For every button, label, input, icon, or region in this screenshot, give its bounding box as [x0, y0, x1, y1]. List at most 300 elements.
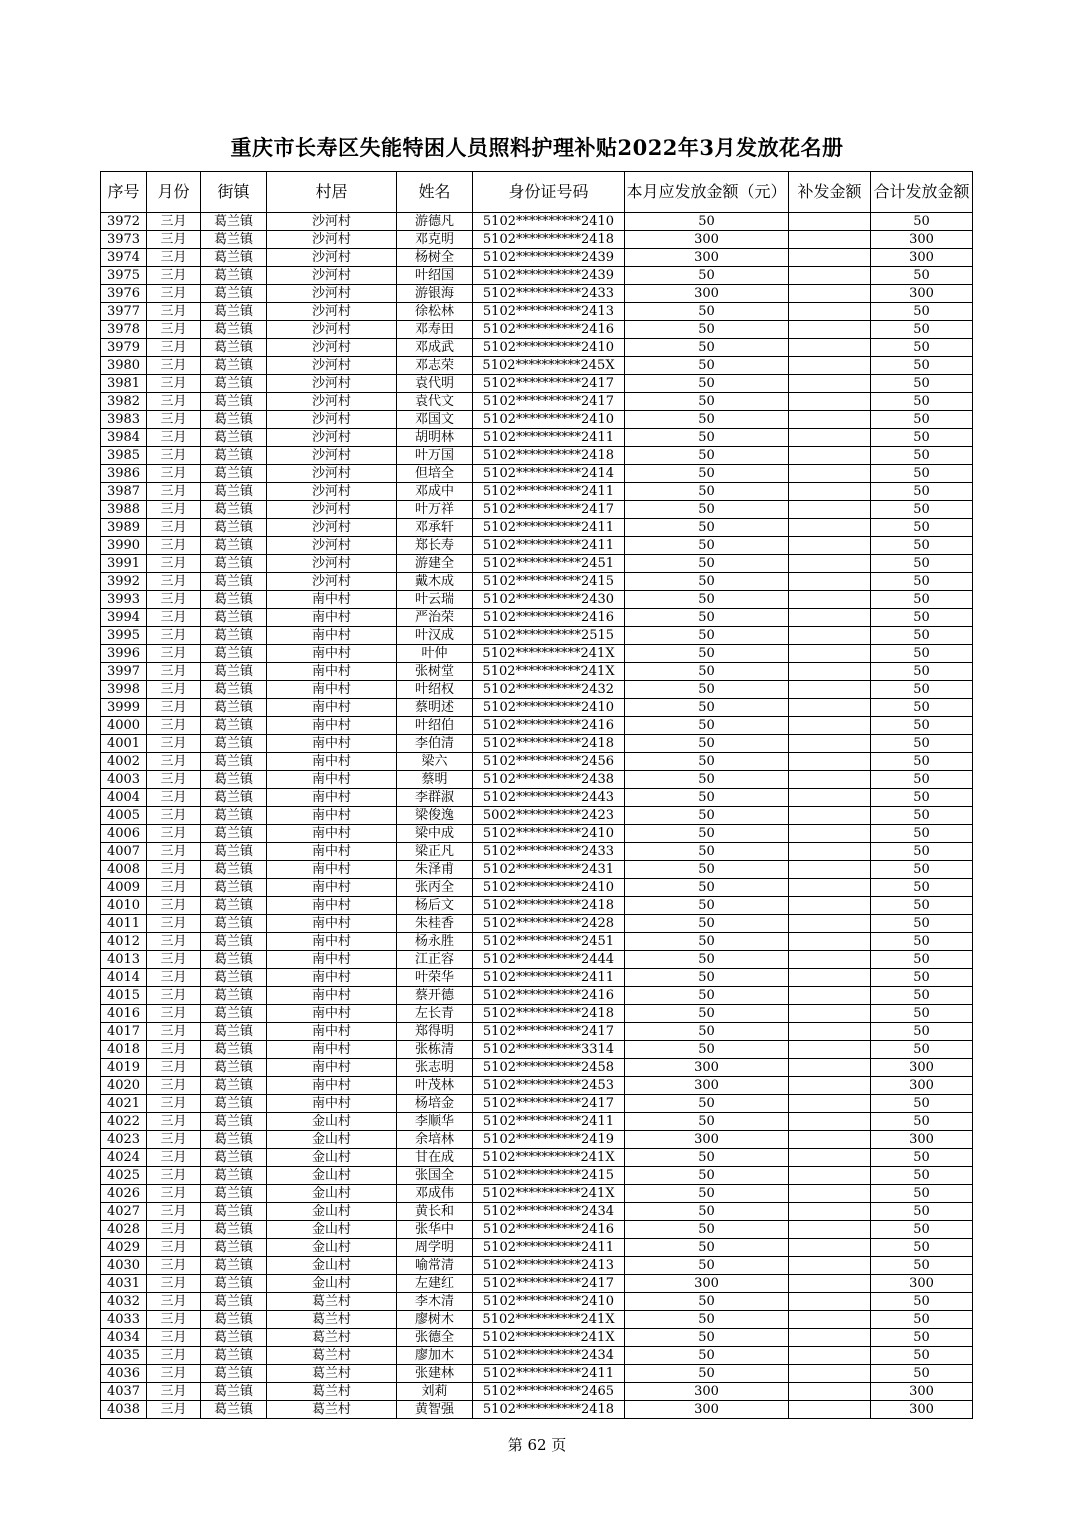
cell-index: 4021: [101, 1095, 147, 1113]
cell-index: 4010: [101, 897, 147, 915]
cell-village: 沙河村: [267, 267, 397, 285]
header-index: 序号: [101, 172, 147, 213]
cell-id-number: 5102**********2411: [473, 519, 625, 537]
cell-name: 张树堂: [397, 663, 473, 681]
cell-monthly-amount: 50: [625, 1293, 789, 1311]
cell-town: 葛兰镇: [201, 951, 267, 969]
cell-monthly-amount: 50: [625, 987, 789, 1005]
cell-name: 袁代文: [397, 393, 473, 411]
cell-monthly-amount: 50: [625, 501, 789, 519]
table-row: [101, 555, 973, 573]
cell-village: 葛兰村: [267, 1329, 397, 1347]
cell-monthly-amount: 50: [625, 1365, 789, 1383]
cell-village: 沙河村: [267, 285, 397, 303]
cell-total-amount: 50: [871, 321, 973, 339]
cell-total-amount: 50: [871, 339, 973, 357]
cell-town: 葛兰镇: [201, 861, 267, 879]
cell-village: 葛兰村: [267, 1347, 397, 1365]
cell-village: 金山村: [267, 1221, 397, 1239]
cell-supplement-amount: [789, 1329, 871, 1347]
cell-index: 4015: [101, 987, 147, 1005]
cell-id-number: 5102**********2411: [473, 1239, 625, 1257]
cell-village: 南中村: [267, 879, 397, 897]
cell-index: 4037: [101, 1383, 147, 1401]
cell-name: 游建全: [397, 555, 473, 573]
cell-name: 严治荣: [397, 609, 473, 627]
cell-village: 南中村: [267, 1077, 397, 1095]
cell-month: 三月: [147, 627, 201, 645]
cell-village: 金山村: [267, 1167, 397, 1185]
cell-id-number: 5102**********2451: [473, 555, 625, 573]
cell-town: 葛兰镇: [201, 1401, 267, 1419]
cell-total-amount: 300: [871, 231, 973, 249]
cell-supplement-amount: [789, 717, 871, 735]
cell-town: 葛兰镇: [201, 645, 267, 663]
cell-total-amount: 300: [871, 249, 973, 267]
cell-village: 葛兰村: [267, 1383, 397, 1401]
cell-month: 三月: [147, 1185, 201, 1203]
cell-town: 葛兰镇: [201, 465, 267, 483]
cell-index: 4019: [101, 1059, 147, 1077]
cell-total-amount: 50: [871, 375, 973, 393]
cell-month: 三月: [147, 537, 201, 555]
cell-town: 葛兰镇: [201, 267, 267, 285]
cell-monthly-amount: 50: [625, 609, 789, 627]
cell-village: 沙河村: [267, 483, 397, 501]
cell-total-amount: 50: [871, 861, 973, 879]
cell-monthly-amount: 50: [625, 1347, 789, 1365]
cell-town: 葛兰镇: [201, 825, 267, 843]
cell-name: 李顺华: [397, 1113, 473, 1131]
cell-index: 3997: [101, 663, 147, 681]
cell-month: 三月: [147, 1257, 201, 1275]
cell-town: 葛兰镇: [201, 357, 267, 375]
cell-monthly-amount: 50: [625, 1203, 789, 1221]
cell-id-number: 5102**********2433: [473, 285, 625, 303]
cell-month: 三月: [147, 555, 201, 573]
table-row: [101, 933, 973, 951]
cell-village: 沙河村: [267, 357, 397, 375]
cell-monthly-amount: 50: [625, 1113, 789, 1131]
cell-supplement-amount: [789, 555, 871, 573]
cell-village: 沙河村: [267, 447, 397, 465]
cell-town: 葛兰镇: [201, 1095, 267, 1113]
cell-index: 4014: [101, 969, 147, 987]
cell-supplement-amount: [789, 1293, 871, 1311]
cell-town: 葛兰镇: [201, 303, 267, 321]
page-number: 第 62 页: [507, 1436, 567, 1454]
cell-id-number: 5102**********2419: [473, 1131, 625, 1149]
cell-name: 叶汉成: [397, 627, 473, 645]
cell-month: 三月: [147, 987, 201, 1005]
table-row: [101, 591, 973, 609]
table-row: [101, 843, 973, 861]
cell-index: 4017: [101, 1023, 147, 1041]
cell-town: 葛兰镇: [201, 1203, 267, 1221]
cell-town: 葛兰镇: [201, 1275, 267, 1293]
table-row: [101, 429, 973, 447]
cell-index: 4003: [101, 771, 147, 789]
cell-total-amount: 50: [871, 447, 973, 465]
cell-id-number: 5102**********2417: [473, 501, 625, 519]
header-town: 街镇: [201, 172, 267, 213]
cell-index: 3973: [101, 231, 147, 249]
table-row: [101, 1293, 973, 1311]
cell-village: 南中村: [267, 1059, 397, 1077]
cell-village: 葛兰村: [267, 1365, 397, 1383]
cell-index: 4020: [101, 1077, 147, 1095]
cell-village: 南中村: [267, 735, 397, 753]
table-row: [101, 285, 973, 303]
table-row: [101, 753, 973, 771]
cell-town: 葛兰镇: [201, 375, 267, 393]
cell-month: 三月: [147, 915, 201, 933]
cell-town: 葛兰镇: [201, 1239, 267, 1257]
table-row: [101, 717, 973, 735]
cell-town: 葛兰镇: [201, 969, 267, 987]
cell-month: 三月: [147, 1149, 201, 1167]
cell-name: 刘莉: [397, 1383, 473, 1401]
cell-name: 廖加木: [397, 1347, 473, 1365]
cell-town: 葛兰镇: [201, 879, 267, 897]
cell-total-amount: 50: [871, 753, 973, 771]
cell-name: 黄长和: [397, 1203, 473, 1221]
cell-supplement-amount: [789, 393, 871, 411]
cell-monthly-amount: 50: [625, 933, 789, 951]
table-row: [101, 735, 973, 753]
table-row: [101, 645, 973, 663]
cell-month: 三月: [147, 249, 201, 267]
cell-town: 葛兰镇: [201, 429, 267, 447]
cell-total-amount: 50: [871, 591, 973, 609]
cell-monthly-amount: 50: [625, 483, 789, 501]
cell-supplement-amount: [789, 411, 871, 429]
table-row: [101, 1131, 973, 1149]
cell-monthly-amount: 50: [625, 465, 789, 483]
cell-monthly-amount: 300: [625, 285, 789, 303]
table-row: [101, 1365, 973, 1383]
cell-town: 葛兰镇: [201, 1005, 267, 1023]
cell-name: 戴木成: [397, 573, 473, 591]
cell-village: 沙河村: [267, 573, 397, 591]
cell-month: 三月: [147, 375, 201, 393]
cell-monthly-amount: 300: [625, 1059, 789, 1077]
cell-supplement-amount: [789, 987, 871, 1005]
cell-village: 金山村: [267, 1257, 397, 1275]
cell-monthly-amount: 300: [625, 1383, 789, 1401]
cell-total-amount: 50: [871, 609, 973, 627]
cell-month: 三月: [147, 951, 201, 969]
table-row: [101, 483, 973, 501]
cell-total-amount: 50: [871, 1257, 973, 1275]
cell-name: 廖树木: [397, 1311, 473, 1329]
cell-total-amount: 50: [871, 1149, 973, 1167]
cell-index: 4024: [101, 1149, 147, 1167]
table-row: [101, 1005, 973, 1023]
cell-month: 三月: [147, 897, 201, 915]
table-body: [101, 213, 973, 1419]
cell-village: 沙河村: [267, 429, 397, 447]
cell-supplement-amount: [789, 969, 871, 987]
cell-village: 金山村: [267, 1239, 397, 1257]
header-name: 姓名: [397, 172, 473, 213]
cell-total-amount: 50: [871, 699, 973, 717]
cell-name: 朱桂香: [397, 915, 473, 933]
cell-index: 4007: [101, 843, 147, 861]
cell-total-amount: 50: [871, 465, 973, 483]
table-row: [101, 1095, 973, 1113]
cell-name: 叶绍国: [397, 267, 473, 285]
table-row: [101, 663, 973, 681]
cell-id-number: 5102**********2418: [473, 897, 625, 915]
cell-total-amount: 50: [871, 501, 973, 519]
cell-name: 郑得明: [397, 1023, 473, 1041]
cell-monthly-amount: 50: [625, 1023, 789, 1041]
cell-total-amount: 50: [871, 357, 973, 375]
cell-total-amount: 50: [871, 1185, 973, 1203]
header-id-number: 身份证号码: [473, 172, 625, 213]
cell-total-amount: 300: [871, 1275, 973, 1293]
cell-supplement-amount: [789, 1131, 871, 1149]
cell-month: 三月: [147, 645, 201, 663]
cell-monthly-amount: 50: [625, 627, 789, 645]
table-row: [101, 897, 973, 915]
table-row: [101, 519, 973, 537]
cell-monthly-amount: 50: [625, 1041, 789, 1059]
cell-monthly-amount: 300: [625, 1401, 789, 1419]
cell-monthly-amount: 50: [625, 573, 789, 591]
cell-month: 三月: [147, 1041, 201, 1059]
cell-index: 3995: [101, 627, 147, 645]
cell-monthly-amount: 50: [625, 789, 789, 807]
table-row: [101, 1113, 973, 1131]
cell-village: 金山村: [267, 1203, 397, 1221]
cell-index: 4000: [101, 717, 147, 735]
cell-monthly-amount: 50: [625, 375, 789, 393]
cell-index: 4023: [101, 1131, 147, 1149]
cell-town: 葛兰镇: [201, 717, 267, 735]
cell-total-amount: 50: [871, 411, 973, 429]
cell-monthly-amount: 50: [625, 303, 789, 321]
cell-month: 三月: [147, 1293, 201, 1311]
cell-month: 三月: [147, 789, 201, 807]
cell-index: 4013: [101, 951, 147, 969]
cell-town: 葛兰镇: [201, 627, 267, 645]
cell-id-number: 5102**********2416: [473, 717, 625, 735]
cell-month: 三月: [147, 429, 201, 447]
cell-name: 游德凡: [397, 213, 473, 231]
cell-month: 三月: [147, 609, 201, 627]
cell-village: 南中村: [267, 1041, 397, 1059]
header-total-amount: 合计发放金额: [871, 172, 973, 213]
cell-index: 3999: [101, 699, 147, 717]
cell-village: 南中村: [267, 591, 397, 609]
cell-total-amount: 50: [871, 1329, 973, 1347]
cell-month: 三月: [147, 1113, 201, 1131]
cell-supplement-amount: [789, 1347, 871, 1365]
cell-name: 梁正凡: [397, 843, 473, 861]
cell-village: 南中村: [267, 933, 397, 951]
table-row: [101, 951, 973, 969]
cell-village: 沙河村: [267, 339, 397, 357]
table-row: [101, 699, 973, 717]
cell-index: 4027: [101, 1203, 147, 1221]
cell-monthly-amount: 50: [625, 1329, 789, 1347]
cell-town: 葛兰镇: [201, 321, 267, 339]
cell-index: 3981: [101, 375, 147, 393]
cell-supplement-amount: [789, 1113, 871, 1131]
cell-id-number: 5102**********2410: [473, 213, 625, 231]
cell-month: 三月: [147, 339, 201, 357]
cell-name: 李木清: [397, 1293, 473, 1311]
table-row: [101, 573, 973, 591]
cell-monthly-amount: 50: [625, 1257, 789, 1275]
cell-index: 4028: [101, 1221, 147, 1239]
cell-month: 三月: [147, 1365, 201, 1383]
cell-name: 朱泽甫: [397, 861, 473, 879]
cell-month: 三月: [147, 267, 201, 285]
cell-id-number: 5102**********3314: [473, 1041, 625, 1059]
cell-name: 喻常清: [397, 1257, 473, 1275]
table-row: [101, 213, 973, 231]
cell-total-amount: 50: [871, 735, 973, 753]
table-row: [101, 1059, 973, 1077]
cell-supplement-amount: [789, 483, 871, 501]
cell-index: 3992: [101, 573, 147, 591]
cell-monthly-amount: 50: [625, 1311, 789, 1329]
cell-id-number: 5102**********241X: [473, 645, 625, 663]
cell-town: 葛兰镇: [201, 1167, 267, 1185]
table-row: [101, 825, 973, 843]
cell-name: 袁代明: [397, 375, 473, 393]
cell-name: 张志明: [397, 1059, 473, 1077]
table-row: [101, 789, 973, 807]
cell-index: 3986: [101, 465, 147, 483]
cell-id-number: 5102**********2415: [473, 1167, 625, 1185]
cell-total-amount: 50: [871, 555, 973, 573]
cell-village: 南中村: [267, 987, 397, 1005]
cell-supplement-amount: [789, 267, 871, 285]
cell-town: 葛兰镇: [201, 1311, 267, 1329]
cell-town: 葛兰镇: [201, 411, 267, 429]
cell-index: 4032: [101, 1293, 147, 1311]
cell-id-number: 5102**********2418: [473, 1005, 625, 1023]
cell-village: 南中村: [267, 825, 397, 843]
cell-month: 三月: [147, 1203, 201, 1221]
table-row: [101, 393, 973, 411]
cell-id-number: 5102**********2417: [473, 375, 625, 393]
cell-month: 三月: [147, 1095, 201, 1113]
cell-id-number: 5102**********2411: [473, 1113, 625, 1131]
cell-id-number: 5102**********2410: [473, 411, 625, 429]
cell-month: 三月: [147, 573, 201, 591]
cell-name: 但培全: [397, 465, 473, 483]
cell-supplement-amount: [789, 447, 871, 465]
cell-id-number: 5102**********2417: [473, 393, 625, 411]
cell-village: 南中村: [267, 915, 397, 933]
cell-total-amount: 50: [871, 645, 973, 663]
cell-index: 4022: [101, 1113, 147, 1131]
cell-town: 葛兰镇: [201, 699, 267, 717]
roster-table: [100, 171, 973, 1419]
cell-town: 葛兰镇: [201, 519, 267, 537]
cell-name: 张丙全: [397, 879, 473, 897]
cell-id-number: 5102**********2410: [473, 825, 625, 843]
cell-supplement-amount: [789, 429, 871, 447]
cell-supplement-amount: [789, 1149, 871, 1167]
cell-month: 三月: [147, 1275, 201, 1293]
cell-total-amount: 50: [871, 807, 973, 825]
cell-index: 3998: [101, 681, 147, 699]
cell-id-number: 5102**********2418: [473, 735, 625, 753]
cell-index: 3984: [101, 429, 147, 447]
cell-supplement-amount: [789, 501, 871, 519]
cell-month: 三月: [147, 807, 201, 825]
cell-town: 葛兰镇: [201, 771, 267, 789]
cell-monthly-amount: 50: [625, 699, 789, 717]
cell-town: 葛兰镇: [201, 1077, 267, 1095]
cell-index: 4008: [101, 861, 147, 879]
cell-town: 葛兰镇: [201, 447, 267, 465]
cell-name: 梁六: [397, 753, 473, 771]
cell-village: 南中村: [267, 843, 397, 861]
table-row: [101, 1329, 973, 1347]
cell-town: 葛兰镇: [201, 807, 267, 825]
table-row: [101, 231, 973, 249]
table-row: [101, 861, 973, 879]
cell-total-amount: 50: [871, 717, 973, 735]
table-row: [101, 1077, 973, 1095]
cell-index: 4005: [101, 807, 147, 825]
cell-month: 三月: [147, 465, 201, 483]
table-row: [101, 771, 973, 789]
cell-village: 葛兰村: [267, 1293, 397, 1311]
cell-month: 三月: [147, 753, 201, 771]
cell-village: 沙河村: [267, 321, 397, 339]
cell-id-number: 5102**********2411: [473, 429, 625, 447]
cell-id-number: 5102**********241X: [473, 1185, 625, 1203]
cell-name: 游银海: [397, 285, 473, 303]
cell-total-amount: 50: [871, 537, 973, 555]
cell-index: 3972: [101, 213, 147, 231]
cell-town: 葛兰镇: [201, 987, 267, 1005]
cell-total-amount: 50: [871, 933, 973, 951]
cell-village: 沙河村: [267, 411, 397, 429]
cell-name: 杨树全: [397, 249, 473, 267]
cell-monthly-amount: 50: [625, 843, 789, 861]
cell-month: 三月: [147, 969, 201, 987]
cell-index: 3994: [101, 609, 147, 627]
cell-supplement-amount: [789, 951, 871, 969]
cell-month: 三月: [147, 1347, 201, 1365]
cell-total-amount: 50: [871, 1365, 973, 1383]
cell-id-number: 5102**********241X: [473, 1149, 625, 1167]
cell-name: 张德全: [397, 1329, 473, 1347]
cell-index: 4009: [101, 879, 147, 897]
cell-town: 葛兰镇: [201, 1149, 267, 1167]
cell-id-number: 5102**********2416: [473, 321, 625, 339]
cell-monthly-amount: 50: [625, 645, 789, 663]
cell-village: 南中村: [267, 609, 397, 627]
cell-monthly-amount: 50: [625, 591, 789, 609]
cell-supplement-amount: [789, 699, 871, 717]
cell-index: 4011: [101, 915, 147, 933]
cell-index: 4029: [101, 1239, 147, 1257]
cell-month: 三月: [147, 771, 201, 789]
cell-village: 沙河村: [267, 375, 397, 393]
cell-monthly-amount: 50: [625, 807, 789, 825]
cell-monthly-amount: 50: [625, 1185, 789, 1203]
